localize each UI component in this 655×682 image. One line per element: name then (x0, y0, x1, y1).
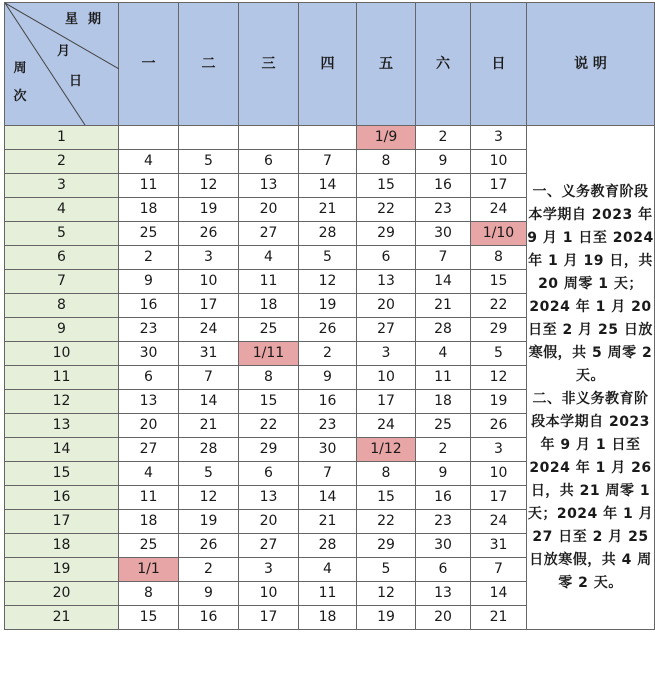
day-cell (299, 126, 357, 150)
day-cell: 26 (179, 534, 239, 558)
day-cell: 24 (471, 510, 527, 534)
day-cell: 23 (416, 510, 471, 534)
day-cell: 8 (119, 582, 179, 606)
day-cell: 8 (471, 246, 527, 270)
day-cell: 14 (299, 174, 357, 198)
day-cell: 1/12 (357, 438, 416, 462)
day-cell: 1/10 (471, 222, 527, 246)
day-cell: 10 (179, 270, 239, 294)
week-number-cell: 5 (5, 222, 119, 246)
day-cell: 14 (299, 486, 357, 510)
day-cell: 8 (357, 150, 416, 174)
day-cell: 25 (416, 414, 471, 438)
day-cell: 13 (239, 174, 299, 198)
day-cell: 17 (179, 294, 239, 318)
day-cell: 2 (416, 438, 471, 462)
day-header-tue: 二 (179, 3, 239, 126)
week-number-cell: 13 (5, 414, 119, 438)
day-cell: 17 (471, 486, 527, 510)
day-cell: 28 (179, 438, 239, 462)
day-cell: 13 (239, 486, 299, 510)
day-cell: 11 (299, 582, 357, 606)
day-cell: 5 (179, 150, 239, 174)
day-cell: 18 (119, 198, 179, 222)
day-cell: 13 (416, 582, 471, 606)
week-number-cell: 18 (5, 534, 119, 558)
day-cell: 19 (179, 510, 239, 534)
day-cell: 12 (179, 174, 239, 198)
week-number-cell: 3 (5, 174, 119, 198)
week-number-cell: 10 (5, 342, 119, 366)
day-cell: 29 (471, 318, 527, 342)
day-cell: 16 (119, 294, 179, 318)
day-cell: 22 (471, 294, 527, 318)
day-cell: 22 (357, 198, 416, 222)
day-cell: 18 (239, 294, 299, 318)
day-cell: 30 (416, 534, 471, 558)
week-number-cell: 20 (5, 582, 119, 606)
day-cell: 8 (357, 462, 416, 486)
day-cell: 11 (119, 174, 179, 198)
day-cell: 10 (471, 462, 527, 486)
corner-day-label: 日 (69, 74, 83, 89)
day-cell: 26 (299, 318, 357, 342)
day-cell: 7 (179, 366, 239, 390)
day-cell: 9 (119, 270, 179, 294)
day-cell: 15 (357, 174, 416, 198)
day-header-wed: 三 (239, 3, 299, 126)
day-cell: 16 (299, 390, 357, 414)
day-cell: 3 (471, 438, 527, 462)
day-cell: 10 (471, 150, 527, 174)
day-cell: 3 (179, 246, 239, 270)
day-cell: 14 (179, 390, 239, 414)
note-paragraph: 二、非义务教育阶段本学期自 2023 年 9 月 1 日至 2024 年 1 月 26 日，共 21 周零 1 天；2024 年 1 月 27 日至 2 月 25 日放寒假，共 4 周零 2 天。 (527, 390, 654, 591)
week-number-cell: 2 (5, 150, 119, 174)
day-cell: 6 (357, 246, 416, 270)
note-paragraph: 一、义务教育阶段本学期自 2023 年 9 月 1 日至 2024 年 1 月 19 日，共 20 周零 1 天；2024 年 1 月 20 日至 2 月 25 日放寒假，共 5 周零 2 天。 (527, 183, 654, 384)
corner-weeknum-label: 周次 (13, 61, 27, 104)
day-cell: 17 (471, 174, 527, 198)
day-cell: 9 (416, 150, 471, 174)
day-cell: 21 (299, 198, 357, 222)
day-cell: 7 (299, 462, 357, 486)
week-number-cell: 1 (5, 126, 119, 150)
day-cell: 29 (239, 438, 299, 462)
day-cell: 17 (239, 606, 299, 630)
day-cell: 31 (471, 534, 527, 558)
day-cell: 24 (179, 318, 239, 342)
corner-month-label: 月 (57, 44, 71, 59)
day-cell: 23 (299, 414, 357, 438)
day-cell: 29 (357, 534, 416, 558)
day-cell: 12 (299, 270, 357, 294)
day-cell: 26 (179, 222, 239, 246)
day-cell: 7 (299, 150, 357, 174)
day-cell: 9 (416, 462, 471, 486)
day-cell: 12 (471, 366, 527, 390)
corner-week-label: 星期 (65, 12, 112, 27)
day-cell: 7 (471, 558, 527, 582)
calendar-body (5, 126, 655, 630)
week-number-cell: 19 (5, 558, 119, 582)
day-cell (119, 126, 179, 150)
day-cell: 18 (416, 390, 471, 414)
day-cell: 1/9 (357, 126, 416, 150)
day-cell: 14 (471, 582, 527, 606)
week-number-cell: 17 (5, 510, 119, 534)
day-cell: 21 (416, 294, 471, 318)
day-cell: 8 (239, 366, 299, 390)
day-cell: 15 (239, 390, 299, 414)
day-header-sun: 日 (471, 3, 527, 126)
day-cell: 28 (299, 222, 357, 246)
day-cell: 6 (239, 150, 299, 174)
day-cell: 20 (416, 606, 471, 630)
week-number-cell: 16 (5, 486, 119, 510)
note-content (527, 161, 654, 595)
day-cell: 31 (179, 342, 239, 366)
day-cell: 21 (179, 414, 239, 438)
day-cell: 25 (119, 222, 179, 246)
day-cell: 6 (416, 558, 471, 582)
day-cell: 20 (357, 294, 416, 318)
day-cell: 4 (119, 150, 179, 174)
day-cell: 19 (471, 390, 527, 414)
day-cell: 16 (416, 486, 471, 510)
day-cell: 1/11 (239, 342, 299, 366)
week-number-cell: 4 (5, 198, 119, 222)
day-cell: 5 (299, 246, 357, 270)
day-cell: 5 (471, 342, 527, 366)
day-cell: 3 (239, 558, 299, 582)
day-cell: 13 (119, 390, 179, 414)
week-number-cell: 9 (5, 318, 119, 342)
day-cell: 19 (357, 606, 416, 630)
corner-header-cell (5, 3, 119, 126)
day-cell: 2 (119, 246, 179, 270)
day-header-sat: 六 (416, 3, 471, 126)
day-cell: 30 (416, 222, 471, 246)
day-cell: 24 (357, 414, 416, 438)
day-cell: 11 (416, 366, 471, 390)
day-cell: 19 (179, 198, 239, 222)
week-number-cell: 8 (5, 294, 119, 318)
day-cell: 21 (299, 510, 357, 534)
day-cell: 20 (239, 510, 299, 534)
day-cell: 20 (119, 414, 179, 438)
day-cell: 11 (239, 270, 299, 294)
day-cell: 9 (299, 366, 357, 390)
day-cell (239, 126, 299, 150)
day-cell: 25 (239, 318, 299, 342)
day-cell: 22 (357, 510, 416, 534)
day-cell: 15 (471, 270, 527, 294)
day-cell: 4 (416, 342, 471, 366)
day-cell: 30 (119, 342, 179, 366)
day-cell: 13 (357, 270, 416, 294)
day-cell: 29 (357, 222, 416, 246)
day-cell: 5 (357, 558, 416, 582)
day-cell: 2 (416, 126, 471, 150)
day-cell: 20 (239, 198, 299, 222)
day-cell: 2 (299, 342, 357, 366)
week-number-cell: 7 (5, 270, 119, 294)
day-cell: 3 (357, 342, 416, 366)
day-cell: 27 (239, 222, 299, 246)
day-cell: 28 (416, 318, 471, 342)
day-cell: 16 (416, 174, 471, 198)
day-cell: 12 (357, 582, 416, 606)
day-cell: 15 (119, 606, 179, 630)
day-header-fri: 五 (357, 3, 416, 126)
day-cell (179, 126, 239, 150)
school-calendar-table (4, 2, 655, 630)
day-cell: 19 (299, 294, 357, 318)
week-number-cell: 14 (5, 438, 119, 462)
day-cell: 6 (119, 366, 179, 390)
day-header-thu: 四 (299, 3, 357, 126)
day-cell: 23 (416, 198, 471, 222)
day-cell: 4 (119, 462, 179, 486)
day-header-mon: 一 (119, 3, 179, 126)
day-cell: 22 (239, 414, 299, 438)
day-cell: 10 (357, 366, 416, 390)
day-cell: 17 (357, 390, 416, 414)
day-cell: 5 (179, 462, 239, 486)
day-cell: 21 (471, 606, 527, 630)
day-cell: 27 (119, 438, 179, 462)
day-cell: 23 (119, 318, 179, 342)
day-cell: 11 (119, 486, 179, 510)
day-cell: 3 (471, 126, 527, 150)
week-number-cell: 15 (5, 462, 119, 486)
day-cell: 28 (299, 534, 357, 558)
day-cell: 30 (299, 438, 357, 462)
day-cell: 1/1 (119, 558, 179, 582)
note-header: 说 明 (527, 3, 655, 126)
day-cell: 18 (119, 510, 179, 534)
day-cell: 27 (239, 534, 299, 558)
day-cell: 16 (179, 606, 239, 630)
day-cell: 18 (299, 606, 357, 630)
day-cell: 4 (299, 558, 357, 582)
day-cell: 27 (357, 318, 416, 342)
week-number-cell: 11 (5, 366, 119, 390)
day-cell: 24 (471, 198, 527, 222)
day-cell: 26 (471, 414, 527, 438)
note-cell (527, 126, 655, 630)
week-number-cell: 6 (5, 246, 119, 270)
day-cell: 7 (416, 246, 471, 270)
week-row (5, 126, 655, 150)
day-cell: 9 (179, 582, 239, 606)
day-cell: 25 (119, 534, 179, 558)
day-cell: 15 (357, 486, 416, 510)
day-cell: 10 (239, 582, 299, 606)
header-row (5, 3, 655, 126)
week-number-cell: 12 (5, 390, 119, 414)
day-cell: 4 (239, 246, 299, 270)
day-cell: 12 (179, 486, 239, 510)
week-number-cell: 21 (5, 606, 119, 630)
day-cell: 2 (179, 558, 239, 582)
day-cell: 6 (239, 462, 299, 486)
day-cell: 14 (416, 270, 471, 294)
